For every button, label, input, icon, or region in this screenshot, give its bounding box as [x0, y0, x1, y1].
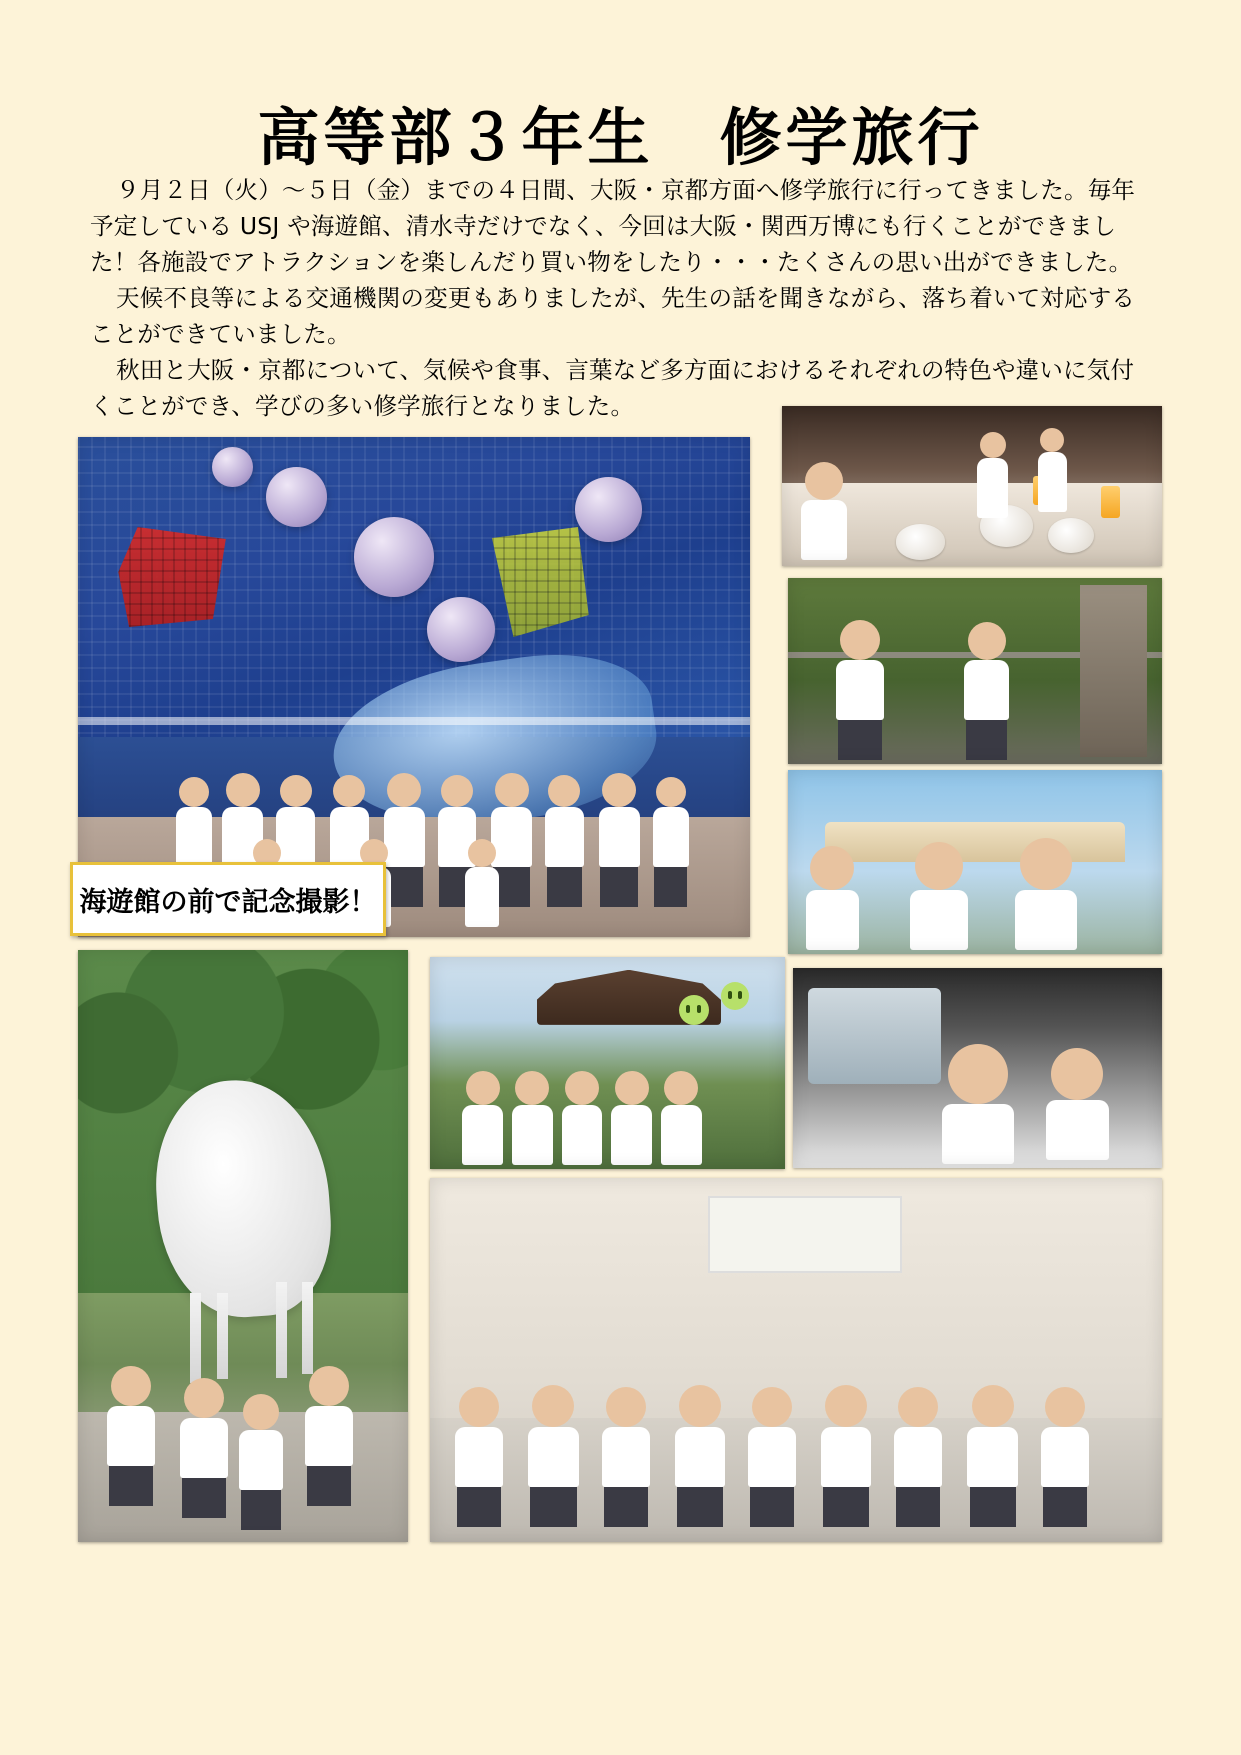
bamboo-path-photo — [788, 578, 1162, 764]
photo-caption: 海遊館の前で記念撮影！ — [70, 862, 386, 936]
body-text — [90, 172, 1155, 424]
deer-statue-photo — [78, 950, 408, 1542]
arrival-okaerinasai-photo — [430, 1178, 1162, 1542]
paragraph-1: ９月２日（火）〜５日（金）までの４日間、大阪・京都方面へ修学旅行に行ってきました。毎年予定している USJ や海遊館、清水寺だけでなく、今回は大阪・関西万博にも行くことができました！各施設でアトラクションを楽しんだり買い物をしたり・・・たくさんの思い出ができました。 — [90, 176, 1136, 276]
shinkansen-photo — [793, 968, 1162, 1168]
paragraph-3: 秋田と大阪・京都について、気候や食事、言葉など多方面におけるそれぞれの特色や違いに気付くことができ、学びの多い修学旅行となりました。 — [90, 356, 1135, 420]
page-title: 高等部３年生 修学旅行 — [257, 101, 984, 174]
expo-boys-photo — [788, 770, 1162, 954]
paragraph-2: 天候不良等による交通機関の変更もありましたが、先生の話を聞きながら、落ち着いて対応することができていました。 — [90, 284, 1136, 348]
meal-photo — [782, 406, 1162, 566]
kiyomizudera-photo — [430, 957, 785, 1169]
